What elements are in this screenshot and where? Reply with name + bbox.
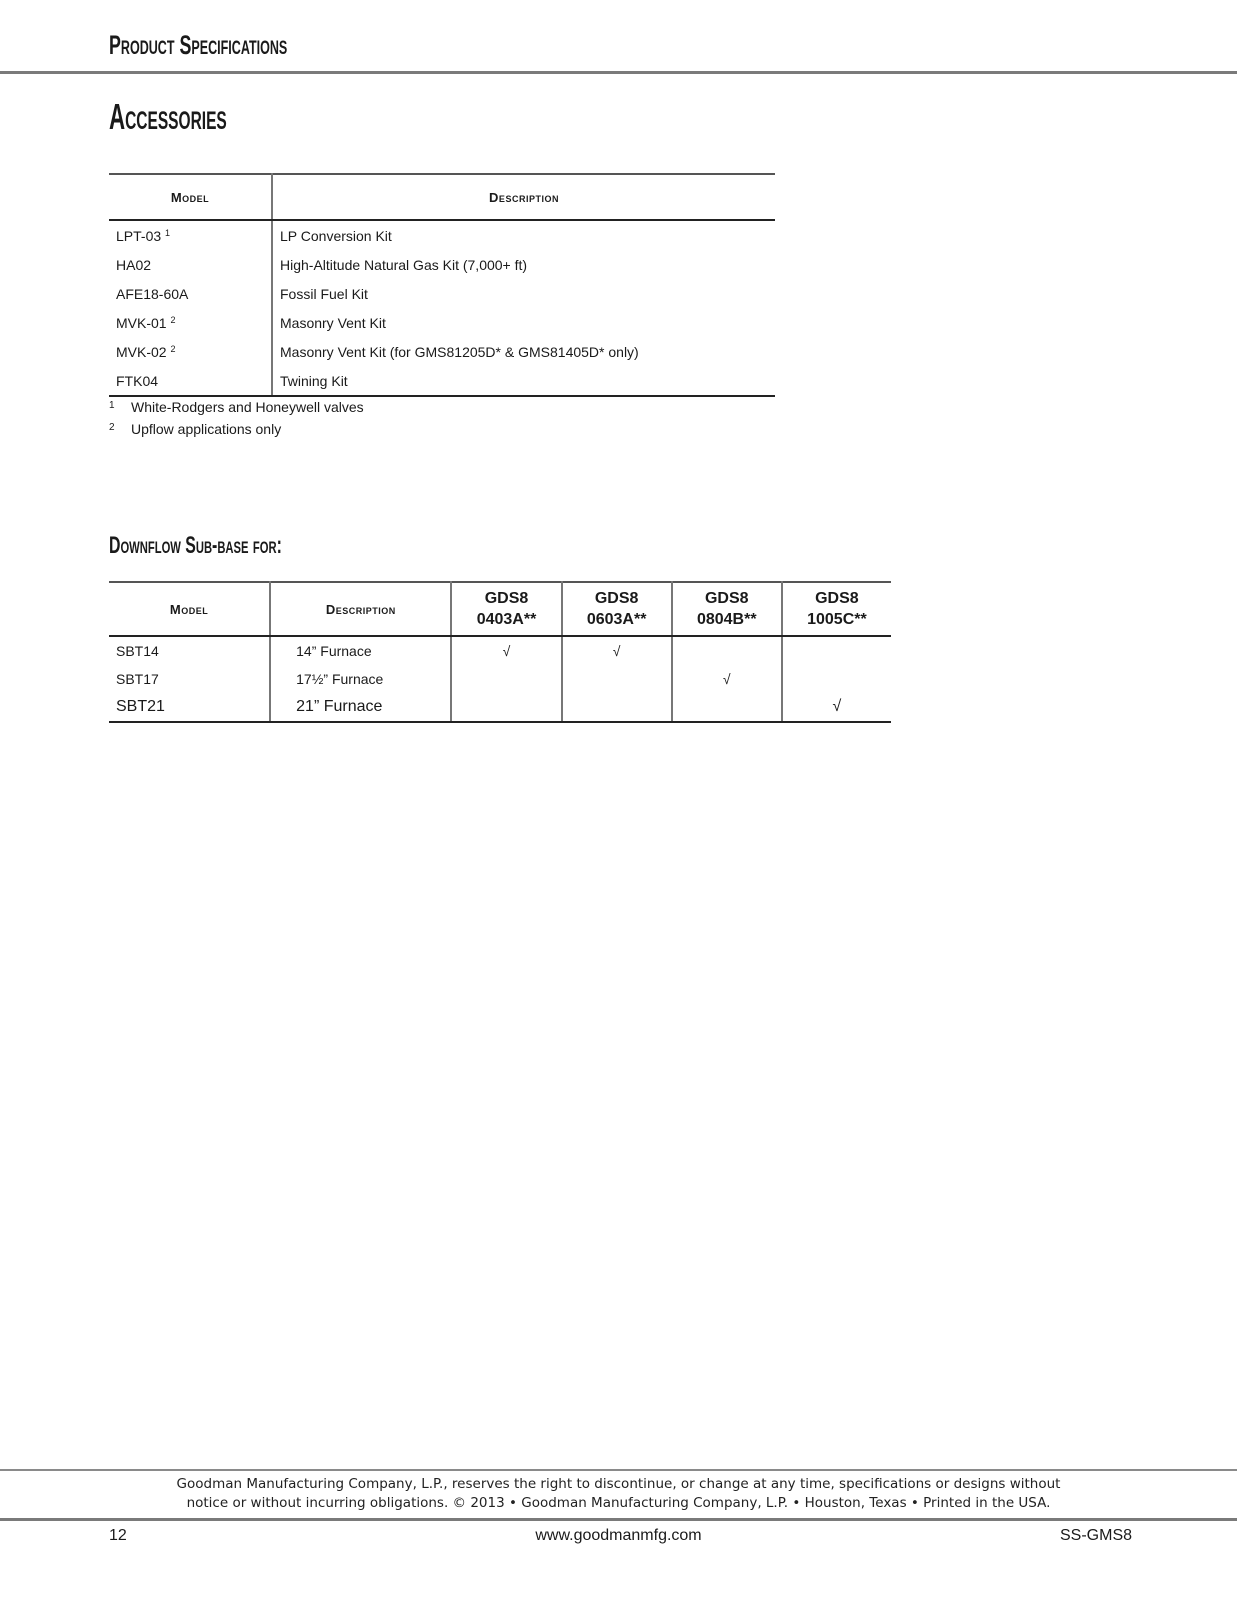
header-line: GDS8 xyxy=(704,590,749,607)
footnote-mark: 2 xyxy=(109,422,115,433)
footnote xyxy=(109,399,364,415)
column-header-gds8-1005c xyxy=(782,582,891,636)
model-cell xyxy=(109,337,272,366)
page-number: 12 xyxy=(109,1527,127,1544)
description-cell: Masonry Vent Kit xyxy=(280,314,386,331)
model-cell xyxy=(109,308,272,337)
document-code: SS-GMS8 xyxy=(1060,1527,1133,1544)
description-cell: High-Altitude Natural Gas Kit (7,000+ ft) xyxy=(280,256,528,273)
model-text: LPT-03 xyxy=(116,227,162,244)
footnote-text: White-Rodgers and Honeywell valves xyxy=(131,399,364,415)
description-cell: 17½” Furnace xyxy=(270,665,451,693)
table-header-row xyxy=(109,174,775,220)
table-row xyxy=(109,693,891,722)
description-cell: Twining Kit xyxy=(272,366,775,396)
check-cell: √ xyxy=(672,665,782,693)
check-cell xyxy=(562,665,672,693)
check-cell: √ xyxy=(451,636,561,665)
model-text: AFE18-60A xyxy=(116,285,189,302)
column-header-gds8-0403a xyxy=(451,582,561,636)
description-cell: Masonry Vent Kit (for GMS81205D* & GMS81405D* only) xyxy=(280,343,639,360)
check-cell xyxy=(672,636,782,665)
footnote-text: Upflow applications only xyxy=(131,421,282,437)
table-row xyxy=(109,366,775,396)
check-cell xyxy=(562,693,672,722)
footer-divider-top xyxy=(0,1469,1237,1471)
footnote xyxy=(109,421,281,437)
table-row xyxy=(109,250,775,279)
header-line: GDS8 xyxy=(594,590,639,607)
check-cell: √ xyxy=(562,636,672,665)
header-line: 0603A** xyxy=(586,611,647,628)
footnote-mark: 1 xyxy=(109,400,115,411)
header-line: 0804B** xyxy=(696,611,757,628)
accessories-table xyxy=(109,173,775,397)
description-cell: 21” Furnace xyxy=(270,693,451,722)
table-header-row xyxy=(109,582,891,636)
header-divider xyxy=(0,71,1237,74)
table-row xyxy=(109,636,891,665)
check-cell xyxy=(672,693,782,722)
footer-disclaimer xyxy=(0,1475,1237,1513)
description-cell: LP Conversion Kit xyxy=(280,227,392,244)
subbase-section-title: Downflow Sub-base for: xyxy=(109,532,282,559)
column-header-gds8-0603a xyxy=(562,582,672,636)
disclaimer-line: Goodman Manufacturing Company, L.P., reserves the right to discontinue, or change at any time, specifications or designs without xyxy=(176,1476,1061,1492)
model-text: FTK04 xyxy=(116,372,159,389)
footnote-ref: 2 xyxy=(170,314,176,325)
model-text: HA02 xyxy=(116,256,152,273)
column-header-model: Model xyxy=(109,582,270,636)
header-line: GDS8 xyxy=(484,590,529,607)
check-cell xyxy=(451,665,561,693)
header-line: 1005C** xyxy=(807,611,867,628)
model-cell xyxy=(109,279,272,308)
model-text: MVK-02 xyxy=(116,343,167,360)
model-cell xyxy=(109,220,272,250)
footnote-ref: 1 xyxy=(165,227,171,238)
description-cell: Fossil Fuel Kit xyxy=(280,285,368,302)
website-link[interactable]: www.goodmanmfg.com xyxy=(535,1527,702,1544)
model-cell xyxy=(109,366,272,396)
model-text: MVK-01 xyxy=(116,314,167,331)
model-cell xyxy=(109,250,272,279)
table-row xyxy=(109,308,775,337)
model-cell: SBT17 xyxy=(109,665,270,693)
model-cell: SBT21 xyxy=(109,693,270,722)
table-row xyxy=(109,665,891,693)
column-header-description: Description xyxy=(272,174,775,220)
footnote-ref: 2 xyxy=(170,343,176,354)
footer-divider-bottom xyxy=(0,1518,1237,1521)
column-header-gds8-0804b xyxy=(672,582,782,636)
subbase-table xyxy=(109,581,891,723)
model-cell: SBT14 xyxy=(109,636,270,665)
header-line: GDS8 xyxy=(815,590,859,607)
column-header-description: Description xyxy=(270,582,451,636)
page-header-title: Product Specifications xyxy=(109,30,288,60)
check-cell xyxy=(451,693,561,722)
check-cell: √ xyxy=(782,693,891,722)
column-header-model: Model xyxy=(109,174,272,220)
check-cell xyxy=(782,665,891,693)
table-row xyxy=(109,279,775,308)
table-row xyxy=(109,337,775,366)
header-line: 0403A** xyxy=(476,611,537,628)
table-row xyxy=(109,220,775,250)
description-cell: 14” Furnace xyxy=(270,636,451,665)
check-cell xyxy=(782,636,891,665)
section-title: Accessories xyxy=(109,96,227,137)
disclaimer-line: notice or without incurring obligations. © 2013 • Goodman Manufacturing Company, L.P. • Houston, Texas • Printed in the USA. xyxy=(186,1495,1051,1511)
